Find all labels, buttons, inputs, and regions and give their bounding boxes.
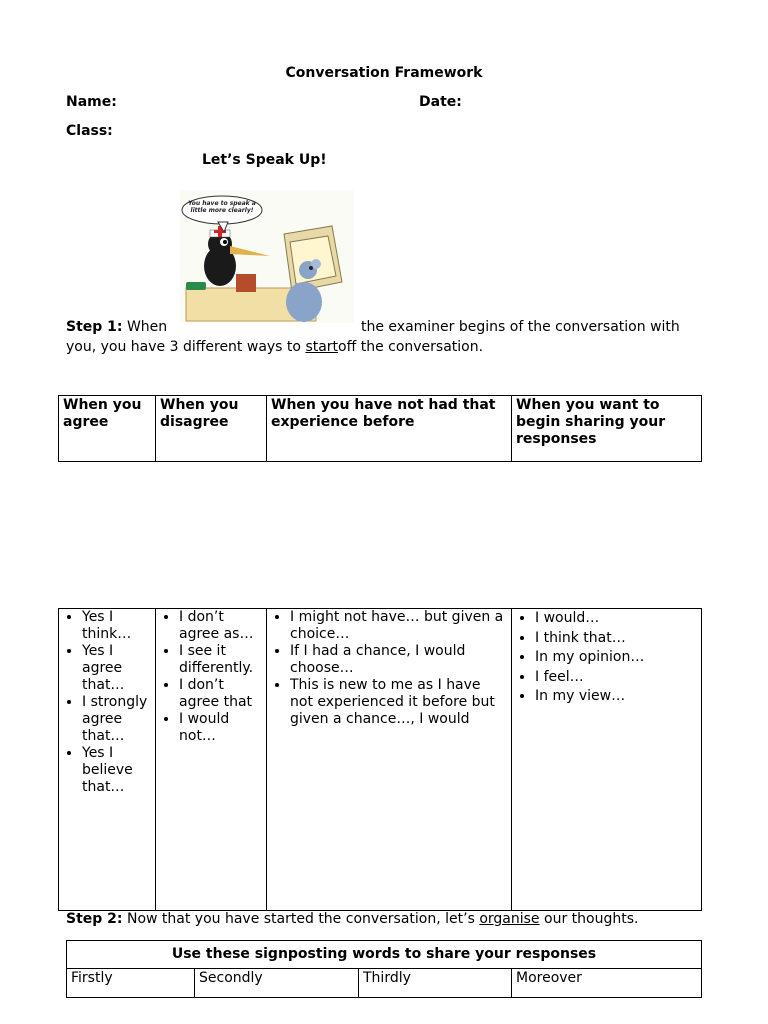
- agree-phrases-cell: [59, 609, 156, 911]
- signposting-table: [66, 940, 702, 998]
- begin-sharing-phrases-cell: [512, 609, 702, 911]
- signposting-heading: Use these signposting words to share your responses: [67, 941, 702, 969]
- step1-line1-left: [66, 317, 167, 337]
- disagree-phrases-list: [160, 609, 262, 745]
- agree-phrases-list: [63, 609, 151, 796]
- signpost-moreover: Moreover: [512, 969, 702, 998]
- list-item: • I think that…: [535, 629, 697, 649]
- no-experience-phrases-cell: [267, 609, 512, 911]
- page-title: Conversation Framework: [285, 65, 483, 81]
- header-disagree: When you disagree: [156, 396, 267, 462]
- list-item: • Yes I believe that…: [82, 745, 151, 796]
- list-item: • I see it differently.: [179, 643, 262, 677]
- name-label: Name:: [66, 94, 117, 110]
- list-item: • In my opinion…: [535, 648, 697, 668]
- list-item: • Yes I think…: [82, 609, 151, 643]
- step1-text-c: you, you have 3 different ways to: [66, 339, 301, 355]
- list-item: • I would not…: [179, 711, 262, 745]
- signpost-firstly: Firstly: [67, 969, 195, 998]
- signpost-secondly: Secondly: [195, 969, 359, 998]
- disagree-phrases-cell: [156, 609, 267, 911]
- response-headers-table: [58, 395, 702, 462]
- subtitle: Let’s Speak Up!: [202, 152, 327, 168]
- step1-underlined-start: start: [305, 339, 339, 355]
- list-item: • I might not have… but given a choice…: [290, 609, 507, 643]
- signpost-thirdly: Thirdly: [359, 969, 512, 998]
- step2-underlined-organise: organise: [479, 911, 540, 927]
- list-item: • I strongly agree that…: [82, 694, 151, 745]
- header-no-experience: When you have not had that experience before: [267, 396, 512, 462]
- step2-text-a: Now that you have started the conversation, let’s: [126, 911, 475, 927]
- list-item: • I feel…: [535, 668, 697, 688]
- header-begin-sharing: When you want to begin sharing your responses: [512, 396, 702, 462]
- step1-label: Step 1:: [66, 319, 123, 335]
- speech-bubble-text: You have to speak a little more clearly!: [188, 200, 256, 214]
- cartoon-illustration: [180, 190, 354, 323]
- list-item: • I don’t agree that: [179, 677, 262, 711]
- step2-label: Step 2:: [66, 911, 123, 927]
- step2-text-b: our thoughts.: [544, 911, 639, 927]
- list-item: • In my view…: [535, 687, 697, 707]
- header-agree: When you agree: [59, 396, 156, 462]
- list-item: • I would…: [535, 609, 697, 629]
- step1-line2: [66, 337, 483, 357]
- date-label: Date:: [419, 94, 462, 110]
- step1-text-b: the examiner begins of the conversation with: [361, 319, 680, 335]
- list-item: • Yes I agree that…: [82, 643, 151, 694]
- step1-text-d: off the conversation.: [338, 339, 484, 355]
- no-experience-phrases-list: [271, 609, 507, 728]
- class-label: Class:: [66, 123, 113, 139]
- list-item: • If I had a chance, I would choose…: [290, 643, 507, 677]
- list-item: • This is new to me as I have not experienced it before but given a chance…, I would: [290, 677, 507, 728]
- step2-line: [66, 909, 638, 929]
- list-item: • I don’t agree as…: [179, 609, 262, 643]
- cartoon-image: [180, 190, 354, 323]
- begin-sharing-phrases-list: [516, 609, 697, 707]
- step1-text-a: When: [126, 319, 168, 335]
- phrases-table: [58, 608, 702, 911]
